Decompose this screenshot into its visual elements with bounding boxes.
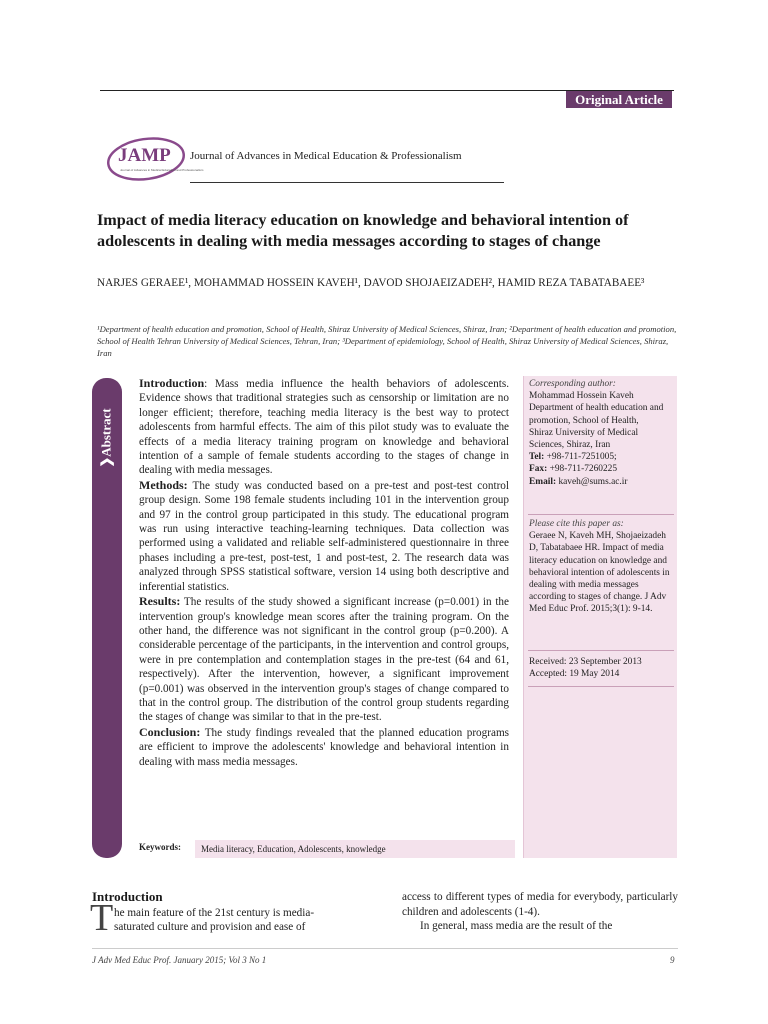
keywords-row	[139, 840, 515, 858]
dates-block	[529, 656, 675, 680]
abstract-introduction: Introduction: Mass media influence the health behaviors of adolescents. Evidence shows that traditional strategies such as censorship or limitation are no longer efficient; therefore, teaching media literacy is the best way to protect adolescents from harmful effects. The aim of this pilot study was to evaluate the effects of a media literacy training program on knowledge and behavioral intention of a sample of female students according to the stages of change in dealing with media messages.	[139, 376, 509, 477]
abstract-conclusion: Conclusion: The study findings revealed that the planned education programs are efficient to improve the adolescents' knowledge and behavioral intention in dealing with mass media messages.	[139, 724, 509, 768]
abstract-results: Results: The results of the study showed a significant increase (p=0.001) in the intervention group's knowledge mean scores after the training program. On the other hand, the difference was not significant in the control group (p=0.200). A considerable percentage of the participants, in the intervention and control groups, were in pre contemplation and contemplation stages in the pre-test (64 and 61, respectively). After the intervention, however, a significant improvement (p=0.001) was observed in the intervention group's stages of change compared to that in the control group. The distribution of the control group students regarding the stages of change was similar to that in the pre-test.	[139, 594, 509, 724]
accepted-date: Accepted: 19 May 2014	[529, 669, 620, 680]
intro-right-paragraph-1: access to different types of media for everybody, particularly children and adolescents (1-4).	[402, 891, 678, 918]
intro-text-line-1: he main feature of the 21st century is media-	[114, 907, 315, 919]
sidebar-divider	[528, 514, 674, 515]
logo-subtitle: Journal of Advances in Medical Education and Professionalism	[120, 168, 204, 172]
keywords-box: Media literacy, Education, Adolescents, knowledge	[195, 840, 515, 858]
author-list: NARJES GERAEE¹, MOHAMMAD HOSSEIN KAVEH¹, DAVOD SHOJAEIZADEH², HAMID REZA TABATABAEE³	[97, 277, 645, 289]
intro-right-paragraph-2: In general, mass media are the result of the	[420, 920, 613, 932]
corresponding-author-block: Corresponding author: Mohammad Hossein Kaveh Department of health education and promotion, School of Health, Shiraz University of Medical Sciences, Shiraz, Iran Tel: +98-711-7251005; Fax: +98-711-7260225 Email: kaveh@sums.ac.ir	[529, 378, 675, 488]
drop-cap: T	[90, 897, 114, 939]
abstract-tab-label: ❯Abstract	[99, 408, 114, 468]
article-info-sidebar	[523, 376, 677, 858]
tel-line: Tel: +98-711-7251005;	[529, 452, 617, 463]
abstract-methods: Methods: The study was conducted based on a pre-test and post-test control group design. Some 198 female students including 101 in the intervention group and 97 in the control group participated in this study. The educational program was run using interactive teaching-learning techniques. Data collection was performed using a validated and reliable self-administered questionnaire in three phases including a pre-test, post-test, 1 and post-test, 2. The research data was analyzed through SPSS statistical software, version 14 using both descriptive and inferential statistics.	[139, 477, 509, 593]
journal-logo	[104, 134, 204, 184]
article-title: Impact of media literacy education on knowledge and behavioral intention of adolescents in dealing with media messages according to stages of change	[97, 211, 629, 250]
citation-text: Geraee N, Kaveh MH, Shojaeizadeh D, Tabatabaee HR. Impact of media literacy education on knowledge and behavioral intention of adolescents in dealing with media messages according to stages of change. J Adv Med Educ Prof. 2015;3(1): 9-14.	[529, 531, 670, 615]
section-heading-introduction: Introduction	[92, 889, 163, 904]
logo-wordmark: JAMP	[118, 145, 171, 166]
citation-block: Please cite this paper as: Geraee N, Kaveh MH, Shojaeizadeh D, Tabatabaee HR. Impact of media literacy education on knowledge and behavioral intention of adolescents in dealing with media messages according to stages of change. J Adv Med Educ Prof. 2015;3(1): 9-14.	[529, 518, 675, 616]
corresponding-author-name: Mohammad Hossein Kaveh	[529, 391, 634, 402]
journal-name: Journal of Advances in Medical Education & Professionalism	[190, 150, 462, 162]
abstract-body	[139, 376, 509, 769]
footer-rule	[92, 948, 678, 949]
affiliations: ¹Department of health education and promotion, School of Health, Shiraz University of Medical Sciences, Shiraz, Iran; ²Department of health education and promotion, School of Health Tehran University of Medical Sciences, Tehran, Iran; ³Department of epidemiology, School of Health, Shiraz University of Medical Sciences, Shiraz, Iran	[97, 324, 677, 358]
sidebar-divider	[528, 686, 674, 687]
email-line[interactable]: Email: kaveh@sums.ac.ir	[529, 476, 628, 487]
fax-line: Fax: +98-711-7260225	[529, 464, 618, 475]
keywords-label: Keywords:	[139, 842, 181, 852]
intro-text-line-2: saturated culture and provision and ease of	[114, 921, 306, 933]
article-type-badge: Original Article	[566, 91, 672, 108]
footer-citation: J Adv Med Educ Prof. January 2015; Vol 3 No 1	[92, 955, 267, 965]
received-date: Received: 23 September 2013	[529, 657, 642, 667]
header-divider	[190, 182, 504, 183]
page-number: 9	[670, 955, 675, 965]
sidebar-divider	[528, 650, 674, 651]
